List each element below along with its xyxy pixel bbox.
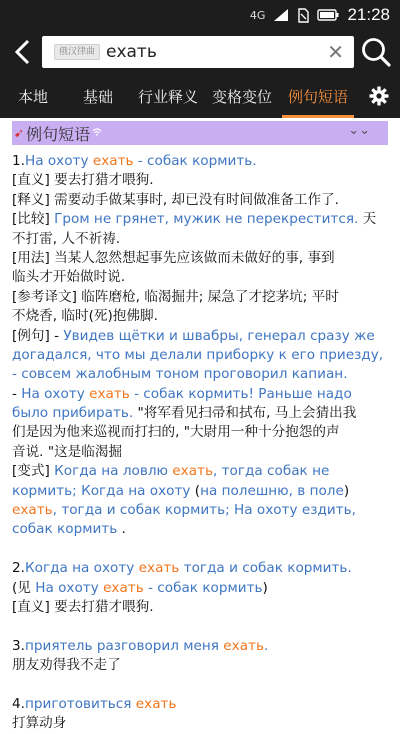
dictionary-source-pill[interactable]: 俄汉律曲 (54, 44, 100, 60)
signal-icon (273, 8, 289, 22)
chinese-text: 天 (358, 211, 377, 228)
chinese-text: 3. (12, 637, 25, 654)
russian-text: приятель разговорил меня (24, 637, 224, 654)
headword-highlight: ехать (103, 579, 144, 596)
chinese-text: 们是因为他来巡视而打扫的, "大尉用一种十分抱怨的声 (12, 424, 340, 441)
chinese-text: (见 (12, 579, 36, 596)
tab-local[interactable]: 本地 (17, 87, 48, 106)
entry-line (12, 249, 386, 268)
settings-button[interactable] (358, 74, 400, 118)
headword-highlight: ехать (172, 463, 213, 480)
entry-spacer (12, 540, 386, 559)
entry-line (12, 327, 386, 346)
russian-text: было прибирать. (12, 405, 134, 422)
chinese-text: ( (194, 482, 201, 499)
chinese-text: [变式] (12, 463, 55, 480)
entry-line (12, 171, 386, 190)
russian-text: - собак кормить! Раньше надо (129, 385, 352, 402)
chinese-text: 1. (12, 153, 25, 169)
russian-text: приготовиться (24, 695, 136, 712)
chinese-text: 临头才开始做时说. (12, 269, 126, 286)
network-type: 4G (249, 8, 266, 22)
entry-line (12, 230, 386, 249)
entry-spacer (12, 617, 386, 636)
entry-line (12, 559, 386, 578)
example-entry[interactable] (12, 695, 386, 734)
russian-text: на полешню, в поле (200, 482, 344, 499)
russian-text: На охоту (24, 153, 93, 169)
chinese-text: [释义] 需要动手做某事时, 却已没有时间做准备工作了. (12, 191, 339, 208)
entry-line (12, 152, 386, 171)
entry-line (12, 579, 386, 598)
example-list (12, 152, 386, 734)
entry-line (12, 501, 386, 520)
entry-line (12, 365, 386, 384)
russian-text: собак кормить (12, 521, 118, 538)
russian-text: Когда на ловлю (54, 463, 173, 480)
entry-line (12, 462, 386, 481)
chinese-text: [用法] 当某人忽然想起事先应该做而未做好的事, 事到 (12, 249, 335, 266)
entry-line (12, 423, 386, 442)
headword-highlight: ехать (135, 695, 177, 712)
example-entry[interactable] (12, 152, 386, 540)
chinese-text: 音说. "这是临渴掘 (12, 443, 123, 460)
entry-line (12, 637, 386, 656)
entry-line (12, 714, 386, 733)
tab-bar (0, 74, 400, 118)
chinese-text: ) (262, 579, 268, 596)
chinese-text: 不烧香, 临时(死)抱佛脚. (12, 308, 158, 325)
russian-text: Увидев щётки и швабры, генерал сразу же (63, 327, 375, 344)
entry-line (12, 191, 386, 210)
chinese-text: - (12, 385, 22, 402)
wifi-icon (92, 128, 102, 139)
russian-text: догадался, что мы делали приборку к его приезду, (12, 346, 384, 363)
entry-line (12, 598, 386, 617)
headword-highlight: ехать (12, 502, 53, 519)
tab-inflection[interactable]: 变格变位 (211, 87, 272, 106)
example-entry[interactable] (12, 637, 386, 676)
search-box[interactable] (42, 36, 354, 68)
entry-line (12, 695, 386, 714)
entry-line (12, 404, 386, 423)
chinese-text: 朋友劝得我不走了 (12, 657, 121, 674)
russian-text: - собак кормить. (133, 153, 257, 169)
russian-text: , тогда и собак кормить; На охоту ездить, (52, 502, 356, 519)
entry-line (12, 482, 386, 501)
search-icon (358, 34, 394, 70)
entry-line (12, 346, 386, 365)
tab-basic[interactable]: 基础 (82, 87, 113, 106)
back-button[interactable] (8, 36, 36, 68)
chinese-text: 打算动身 (12, 715, 67, 732)
chinese-text: 不打雷, 人不祈祷. (12, 230, 121, 247)
russian-text: На охоту (21, 385, 90, 402)
entry-line (12, 268, 386, 287)
russian-text: - собак кормить (143, 579, 263, 596)
clock: 21:28 (347, 5, 390, 24)
chinese-text: . (117, 521, 126, 538)
entry-line (12, 210, 386, 229)
russian-text: Гром не грянет, мужик не перекрестится. (54, 211, 359, 228)
chinese-text: [比较] (12, 211, 55, 228)
headword-highlight: ехать (92, 153, 134, 169)
russian-text: - совсем жалобным тоном проговорил капиан. (12, 366, 348, 383)
status-bar (0, 0, 400, 30)
tab-examples[interactable]: 例句短语 (278, 74, 358, 118)
chinese-text: 4. (12, 695, 25, 712)
toolbar (0, 30, 400, 74)
chinese-text: [例句] - (12, 327, 64, 344)
pin-icon: ➹ (14, 126, 25, 140)
status-right (250, 0, 390, 30)
section-title: 例句短语 (26, 124, 91, 144)
collapse-icon[interactable]: ⌄⌄ (348, 123, 370, 138)
headword-highlight: ехать (223, 637, 264, 654)
search-input[interactable]: ехать (106, 42, 157, 62)
battery-icon (317, 9, 339, 21)
chinese-text: [直义] 要去打猎才喂狗. (12, 598, 154, 615)
russian-text: , тогда собак не (212, 463, 330, 480)
entry-line (12, 443, 386, 462)
russian-text: . (263, 637, 269, 654)
russian-text: тогда и собак кормить. (179, 560, 352, 577)
example-entry[interactable] (12, 559, 386, 617)
russian-text: Когда на охоту (24, 560, 139, 577)
entry-line (12, 656, 386, 675)
chinese-text: [直义] 要去打猎才喂狗. (12, 172, 154, 189)
entry-line (12, 307, 386, 326)
gear-icon (369, 86, 389, 106)
chinese-text: ) (343, 482, 350, 499)
clear-icon[interactable]: ✕ (327, 40, 344, 64)
entry-line (12, 288, 386, 307)
chinese-text: "将军看见扫帚和拭布, 马上会猜出我 (133, 405, 357, 422)
tab-industry[interactable]: 行业释义 (137, 87, 198, 106)
entry-line (12, 385, 386, 404)
back-arrow-icon (13, 39, 31, 65)
entry-line (12, 520, 386, 539)
russian-text: На охоту (35, 579, 104, 596)
no-sim-icon (297, 8, 309, 23)
search-button[interactable] (358, 34, 394, 70)
headword-highlight: ехать (138, 560, 180, 577)
headword-highlight: ехать (89, 385, 130, 402)
chinese-text: 2. (12, 560, 25, 577)
entry-spacer (12, 676, 386, 695)
section-header[interactable] (12, 121, 388, 145)
chinese-text: [参考译文] 临阵磨枪, 临渴掘井; 屎急了才挖茅坑; 平时 (12, 288, 339, 305)
russian-text: кормить; Когда на охоту (12, 482, 195, 499)
